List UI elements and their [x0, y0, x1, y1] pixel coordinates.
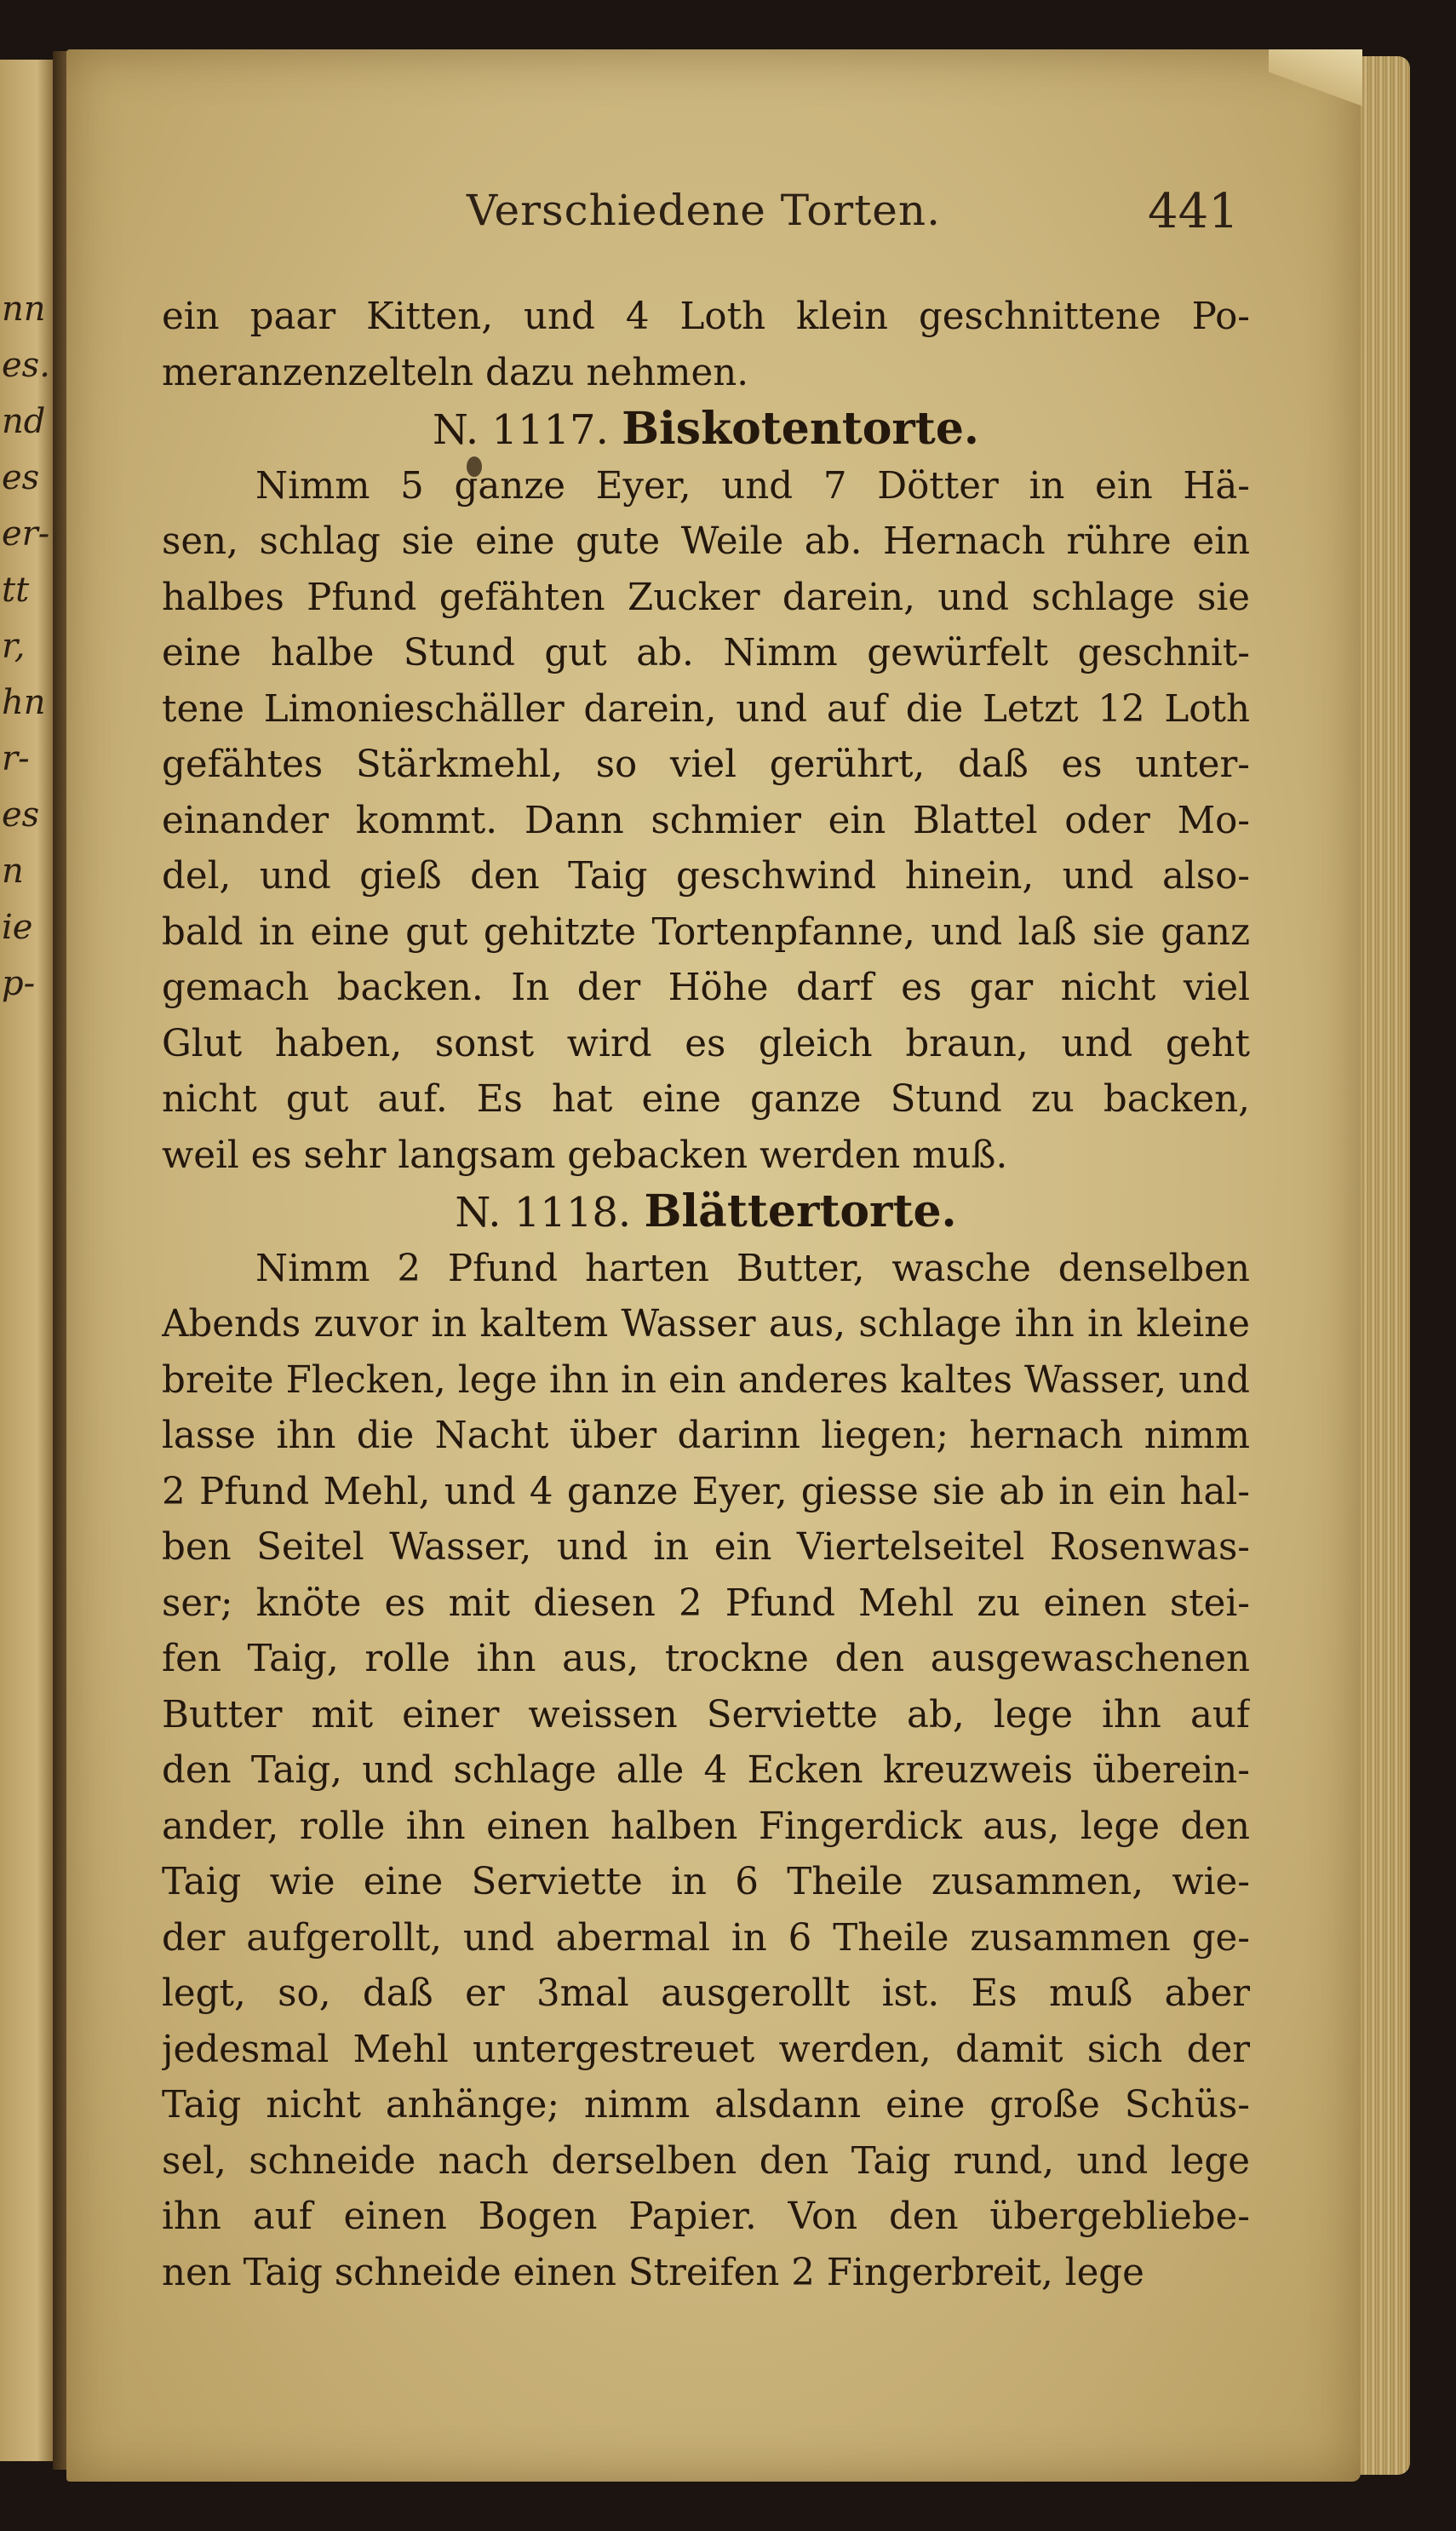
text-line: ein paar Kitten, und 4 Loth klein geschnittene Po- [162, 296, 1250, 338]
text-line: Glut haben, sonst wird es gleich braun, und geht [162, 1022, 1250, 1065]
recipe-heading-1118 [162, 1184, 1250, 1242]
text-line: sel, schneide nach derselben den Taig rund, und lege [162, 2139, 1250, 2183]
text-line: gemach backen. In der Höhe darf es gar nicht viel [162, 967, 1250, 1009]
text-line: ser; knöte es mit diesen 2 Pfund Mehl zu einen stei- [162, 1581, 1250, 1625]
text-line: Butter mit einer weissen Serviette ab, lege ihn auf [162, 1693, 1250, 1736]
text-line: der aufgerollt, und abermal in 6 Theile zusammen ge- [162, 1916, 1250, 1960]
recipe-heading-1117 [162, 401, 1250, 459]
text-line: ihn auf einen Bogen Papier. Von den übergebliebe- [162, 2195, 1250, 2238]
text-line: jedesmal Mehl untergestreuet werden, damit sich der [162, 2028, 1250, 2071]
left-page-text-fragment: n [2, 852, 24, 891]
text-line: nen Taig schneide einen Streifen 2 Fingerbreit, lege [162, 2251, 1144, 2294]
left-page-text-fragment: nn [2, 290, 46, 329]
text-line: del, und gieß den Taig geschwind hinein, und also- [162, 855, 1250, 898]
recipe-title: Biskotentorte. [622, 403, 980, 455]
text-line: weil es sehr langsam gebacken werden muß. [162, 1133, 1008, 1177]
text-line: nicht gut auf. Es hat eine ganze Stund zu backen, [162, 1078, 1250, 1121]
left-page-fragment [0, 60, 53, 2461]
text-line: Abends zuvor in kaltem Wasser aus, schlage ihn in kleine [162, 1303, 1250, 1346]
text-line: gefähtes Stärkmehl, so viel gerührt, daß es unter- [162, 743, 1250, 786]
text-line: sen, schlag sie eine gute Weile ab. Hernach rühre ein [162, 520, 1250, 563]
text-line: breite Flecken, lege ihn in ein anderes kaltes Wasser, und [162, 1358, 1250, 1402]
text-line: legt, so, daß er 3mal ausgerollt ist. Es muß aber [162, 1972, 1250, 2015]
left-page-text-fragment: es. [2, 346, 50, 385]
text-line: Taig wie eine Serviette in 6 Theile zusammen, wie- [162, 1861, 1250, 1903]
book-page [66, 49, 1361, 2482]
text-line: meranzenzelteln dazu nehmen. [162, 351, 749, 394]
left-page-text-fragment: r- [2, 739, 30, 778]
folded-corner [1269, 49, 1362, 109]
text-line: tene Limonieschäller darein, und auf die Letzt 12 Loth [162, 687, 1250, 731]
left-page-text-fragment: er- [2, 514, 50, 554]
left-page-text-fragment: es [2, 795, 40, 835]
page-number: 441 [1148, 184, 1239, 239]
left-page-text-fragment: nd [2, 402, 46, 441]
recipe-number: N. 1117. [432, 406, 609, 454]
page-edges [1361, 56, 1410, 2475]
recipe-number: N. 1118. [455, 1189, 632, 1237]
text-line: halbes Pfund gefähten Zucker darein, und schlage sie [162, 576, 1250, 619]
text-line: 2 Pfund Mehl, und 4 ganze Eyer, giesse sie ab in ein hal- [162, 1470, 1250, 1513]
recipe-text-1117 [162, 459, 1250, 1185]
recipe-title: Blättertorte. [644, 1185, 957, 1237]
page-text [162, 290, 1250, 2301]
text-line: bald in eine gut gehitzte Tortenpfanne, und laß sie ganz [162, 910, 1250, 954]
left-page-text-fragment: p- [2, 964, 36, 1003]
text-line: ander, rolle ihn einen halben Fingerdick aus, lege den [162, 1805, 1250, 1848]
left-page-text-fragment: ie [2, 908, 33, 947]
left-page-text-fragment: r, [2, 627, 26, 666]
left-page-text-fragment: hn [2, 683, 46, 722]
text-line: den Taig, und schlage alle 4 Ecken kreuzweis überein- [162, 1749, 1250, 1792]
text-line: Nimm 5 ganze Eyer, und 7 Dötter in ein Hä- [255, 464, 1250, 508]
intro-paragraph [162, 290, 1250, 401]
running-head: Verschiedene Torten. [467, 186, 941, 235]
left-page-text-fragment: es [2, 458, 40, 497]
text-line: einander kommt. Dann schmier ein Blattel oder Mo- [162, 799, 1250, 842]
text-line: fen Taig, rolle ihn aus, trockne den ausgewaschenen [162, 1638, 1250, 1680]
text-line: Nimm 2 Pfund harten Butter, wasche denselben [255, 1247, 1250, 1290]
text-line: ben Seitel Wasser, und in ein Viertelseitel Rosenwas- [162, 1526, 1250, 1569]
recipe-text-1118 [162, 1242, 1250, 2302]
left-page-text-fragment: tt [2, 571, 30, 610]
text-line: Taig nicht anhänge; nimm alsdann eine große Schüs- [162, 2084, 1250, 2126]
text-line: eine halbe Stund gut ab. Nimm gewürfelt geschnit- [162, 632, 1250, 674]
text-line: lasse ihn die Nacht über darinn liegen; hernach nimm [162, 1415, 1250, 1457]
